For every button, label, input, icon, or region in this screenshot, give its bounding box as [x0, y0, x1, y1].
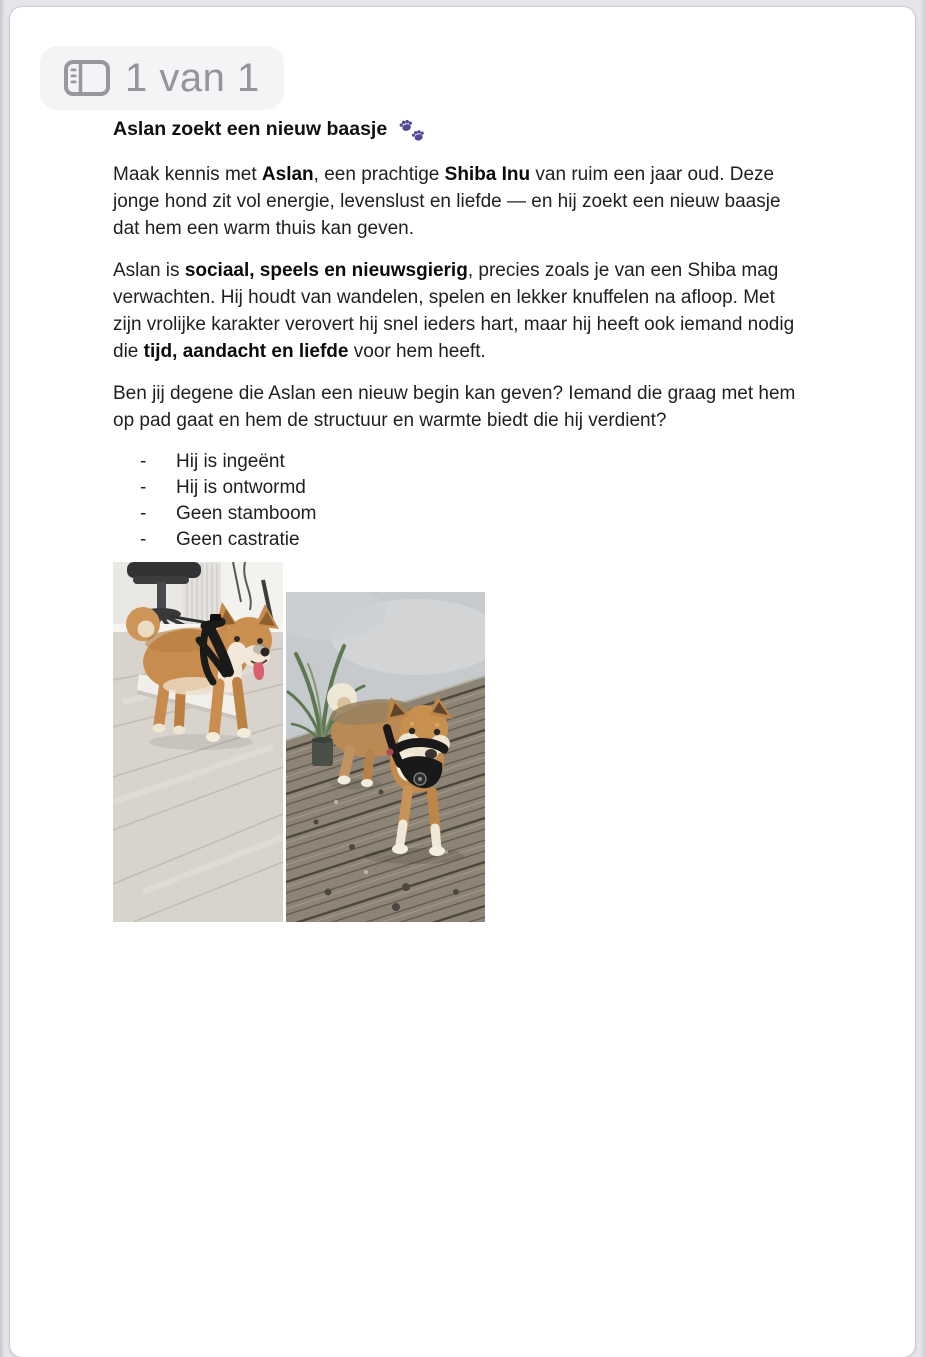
- paw-prints-icon: [397, 117, 427, 144]
- list-item-vaccinated: [113, 449, 808, 475]
- photo-aslan-decking: [286, 592, 485, 922]
- list-item-text: Hij is ontwormd: [176, 477, 306, 498]
- photo-aslan-indoors: [113, 562, 283, 922]
- page-thumbnails-icon: [64, 60, 110, 96]
- text-run: van ruim een jaar oud. Deze jonge hond zit vol energie, levenslust en liefde — en hij zoekt een nieuw baasje dat hem een warm thuis kan geven.: [113, 164, 781, 239]
- page-indicator-badge[interactable]: [40, 46, 284, 110]
- list-item-dewormed: [113, 475, 808, 501]
- document-title: [113, 115, 808, 144]
- text-run-bold: Aslan: [261, 164, 314, 185]
- text-run: Maak kennis met: [113, 164, 262, 185]
- list-item-text: Hij is ingeënt: [176, 451, 285, 472]
- document-content: [113, 115, 808, 922]
- list-item-not-neutered: [113, 527, 808, 553]
- text-run: voor hem heeft.: [348, 341, 486, 362]
- list-item-text: Geen castratie: [176, 529, 300, 550]
- text-run-bold: Shiba Inu: [444, 164, 531, 185]
- photo-row: [113, 562, 808, 922]
- text-run: , een prachtige: [313, 164, 445, 185]
- text-run: Ben jij degene die Aslan een nieuw begin kan geven? Iemand die graag met hem op pad gaat en hem de structuur en warmte biedt die hij verdient?: [113, 383, 796, 431]
- page-indicator-label: 1 van 1: [125, 55, 260, 100]
- text-run: , precies zoals je van een Shiba mag verwachten. Hij houdt van wandelen, spelen en lekker knuffelen na afloop. Met zijn vrolijke karakter verovert hij snel ieders hart, maar hij heeft ook iemand nodig die: [113, 260, 795, 362]
- paragraph-question: [113, 380, 808, 434]
- facts-list: [113, 449, 808, 553]
- document-title-text: Aslan zoekt een nieuw baasje: [113, 118, 388, 140]
- list-item-no-pedigree: [113, 501, 808, 527]
- text-run-bold: tijd, aandacht en liefde: [143, 341, 349, 362]
- text-run: Aslan is: [113, 260, 185, 281]
- document-page: [10, 7, 915, 1357]
- text-run-bold: sociaal, speels en nieuwsgierig: [184, 260, 468, 281]
- paragraph-character: [113, 257, 808, 365]
- paragraph-intro: [113, 161, 808, 242]
- list-item-text: Geen stamboom: [176, 503, 317, 524]
